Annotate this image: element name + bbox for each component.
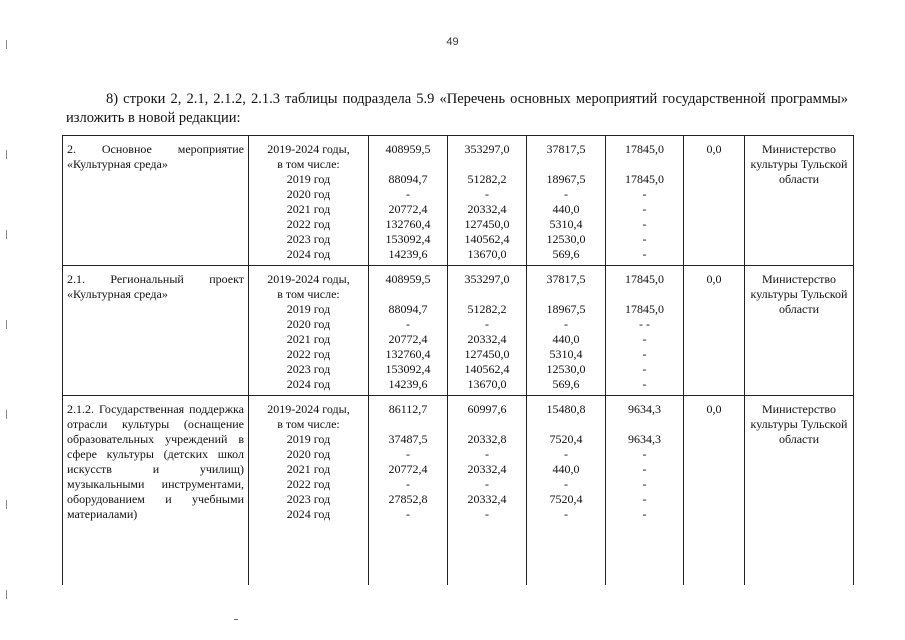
total-amount-cell: [369, 136, 448, 266]
extra-amount: 0,0: [706, 272, 722, 286]
period-label: в том числе:: [277, 157, 340, 171]
intro-paragraph: 8) строки 2, 2.1, 2.1.2, 2.1.3 таблицы подраздела 5.9 «Перечень основных мероприятий государственной программы» изложить в новой редакции:: [66, 91, 848, 126]
federal-amount: -: [485, 507, 489, 521]
period-label: 2020 год: [286, 317, 331, 331]
extra-amount-cell: [684, 266, 745, 396]
period-label: 2019 год: [286, 432, 331, 446]
federal-amount: 20332,8: [467, 432, 507, 446]
local-amount: [610, 157, 679, 172]
ministry-cell: Министерство культуры Тульской области: [745, 266, 854, 396]
local-amount: 17845,0: [625, 302, 664, 316]
period-label: 2023 год: [286, 232, 331, 246]
regional-amount: [531, 417, 601, 432]
federal-amount-cell: [448, 396, 527, 586]
measures-table: [62, 135, 854, 585]
federal-amount: 51282,2: [467, 302, 507, 316]
period-label: 2021 год: [286, 462, 331, 476]
regional-amount: 12530,0: [546, 362, 586, 376]
regional-amount: 37817,5: [546, 142, 586, 156]
period-label: 2024 год: [286, 507, 331, 521]
federal-amount: 127450,0: [464, 347, 510, 361]
extra-amount: 0,0: [706, 142, 722, 156]
table-row: [63, 136, 854, 266]
period-label: 2019-2024 годы,: [267, 272, 350, 286]
total-amount: 86112,7: [388, 402, 428, 416]
federal-amount: 20332,4: [467, 462, 507, 476]
total-amount: 14239,6: [388, 247, 428, 261]
total-amount: 153092,4: [385, 362, 431, 376]
total-amount: [373, 157, 443, 172]
federal-amount: 127450,0: [464, 217, 510, 231]
period-label: 2021 год: [286, 202, 331, 216]
total-amount: 132760,4: [385, 217, 431, 231]
stray-mark: [234, 619, 238, 620]
regional-amount: 5310,4: [549, 217, 583, 231]
table-row: [63, 396, 854, 586]
margin-mark: [6, 410, 7, 419]
regional-amount: 37817,5: [546, 272, 586, 286]
extra-amount: 0,0: [706, 402, 722, 416]
regional-amount: 7520,4: [549, 432, 583, 446]
page-number: 49: [446, 36, 459, 48]
regional-amount-cell: [527, 396, 606, 586]
local-amount: -: [642, 247, 647, 261]
local-amount: -: [642, 377, 647, 391]
total-amount: 20772,4: [388, 202, 428, 216]
total-amount-cell: [369, 266, 448, 396]
federal-amount: -: [485, 317, 489, 331]
total-amount-cell: [369, 396, 448, 586]
measure-name-cell: 2.1.2. Государственная поддержка отрасли культуры (оснащение образовательных учреждений в сфере культуры (детских школ искусств и училищ) музыкальными инструментами, оборудованием и учебными материалами): [63, 396, 249, 586]
total-amount: 408959,5: [385, 142, 431, 156]
regional-amount: [531, 157, 601, 172]
local-amount: 9634,3: [628, 402, 661, 416]
total-amount: -: [406, 187, 410, 201]
local-amount: [610, 287, 679, 302]
local-amount: 17845,0: [625, 272, 664, 286]
total-amount: 20772,4: [388, 462, 428, 476]
federal-amount: 353297,0: [464, 142, 510, 156]
regional-amount: 5310,4: [549, 347, 583, 361]
period-label: 2021 год: [286, 332, 331, 346]
local-amount-cell: [606, 136, 684, 266]
regional-amount: 440,0: [552, 462, 580, 476]
federal-amount: 51282,2: [467, 172, 507, 186]
regional-amount: -: [564, 317, 568, 331]
period-label: 2022 год: [286, 347, 331, 361]
local-amount: -: [642, 507, 647, 521]
regional-amount-cell: [527, 266, 606, 396]
federal-amount: -: [485, 187, 489, 201]
federal-amount: [452, 287, 522, 302]
extra-amount-cell: [684, 136, 745, 266]
total-amount: 27852,8: [388, 492, 428, 506]
local-amount: -: [642, 462, 647, 476]
total-amount: 88094,7: [388, 302, 428, 316]
measure-name-cell: 2.1. Региональный проект «Культурная среда»: [63, 266, 249, 396]
regional-amount-cell: [527, 136, 606, 266]
total-amount: -: [406, 317, 410, 331]
period-cell: [249, 396, 369, 586]
local-amount: -: [642, 492, 647, 506]
federal-amount: 20332,4: [467, 492, 507, 506]
period-label: 2020 год: [286, 447, 331, 461]
total-amount: 37487,5: [388, 432, 428, 446]
federal-amount: 60997,6: [467, 402, 507, 416]
regional-amount: -: [564, 447, 568, 461]
federal-amount: 140562,4: [464, 362, 510, 376]
local-amount-cell: [606, 266, 684, 396]
period-label: 2019-2024 годы,: [267, 402, 350, 416]
margin-mark: [6, 40, 7, 49]
period-label: 2024 год: [286, 377, 331, 391]
local-amount: -: [642, 217, 647, 231]
period-cell: [249, 266, 369, 396]
local-amount: -: [642, 362, 647, 376]
regional-amount: [531, 287, 601, 302]
total-amount: 88094,7: [388, 172, 428, 186]
total-amount: 153092,4: [385, 232, 431, 246]
margin-mark: [6, 590, 7, 599]
regional-amount: -: [564, 187, 568, 201]
period-label: 2023 год: [286, 492, 331, 506]
regional-amount: -: [564, 507, 568, 521]
regional-amount: 15480,8: [546, 402, 586, 416]
period-label: 2020 год: [286, 187, 331, 201]
local-amount: -: [642, 332, 647, 346]
extra-amount-cell: [684, 396, 745, 586]
local-amount: -: [642, 347, 647, 361]
table-row: [63, 266, 854, 396]
total-amount: 20772,4: [388, 332, 428, 346]
regional-amount: -: [564, 477, 568, 491]
federal-amount: 140562,4: [464, 232, 510, 246]
local-amount: 17845,0: [625, 172, 664, 186]
federal-amount: -: [485, 447, 489, 461]
local-amount: -: [642, 232, 647, 246]
total-amount: [373, 417, 443, 432]
regional-amount: 12530,0: [546, 232, 586, 246]
regional-amount: 440,0: [552, 332, 580, 346]
period-label: 2019 год: [286, 172, 331, 186]
federal-amount-cell: [448, 266, 527, 396]
margin-mark: [6, 230, 7, 239]
period-label: в том числе:: [277, 417, 340, 431]
federal-amount: 13670,0: [467, 377, 507, 391]
local-amount: -: [642, 477, 647, 491]
margin-mark: [6, 150, 7, 159]
period-label: в том числе:: [277, 287, 340, 301]
local-amount: 17845,0: [625, 142, 664, 156]
total-amount: [373, 287, 443, 302]
period-label: 2024 год: [286, 247, 331, 261]
federal-amount: -: [485, 477, 489, 491]
total-amount: 408959,5: [385, 272, 431, 286]
period-label: 2022 год: [286, 477, 331, 491]
federal-amount: [452, 157, 522, 172]
regional-amount: 18967,5: [546, 302, 586, 316]
regional-amount: 569,6: [552, 247, 580, 261]
local-amount-cell: [606, 396, 684, 586]
regional-amount: 440,0: [552, 202, 580, 216]
period-label: 2019-2024 годы,: [267, 142, 350, 156]
federal-amount: 20332,4: [467, 202, 507, 216]
period-cell: [249, 136, 369, 266]
total-amount: 132760,4: [385, 347, 431, 361]
local-amount: 9634,3: [628, 432, 661, 446]
local-amount: -: [642, 202, 647, 216]
total-amount: 14239,6: [388, 377, 428, 391]
ministry-cell: Министерство культуры Тульской области: [745, 136, 854, 266]
regional-amount: 569,6: [552, 377, 580, 391]
local-amount: -: [642, 447, 647, 461]
federal-amount: 353297,0: [464, 272, 510, 286]
total-amount: -: [406, 507, 410, 521]
local-amount: -: [642, 187, 647, 201]
margin-mark: [6, 320, 7, 329]
federal-amount: 13670,0: [467, 247, 507, 261]
margin-mark: [6, 500, 7, 509]
regional-amount: 18967,5: [546, 172, 586, 186]
federal-amount-cell: [448, 136, 527, 266]
period-label: 2023 год: [286, 362, 331, 376]
period-label: 2022 год: [286, 217, 331, 231]
total-amount: -: [406, 447, 410, 461]
period-label: 2019 год: [286, 302, 331, 316]
federal-amount: [452, 417, 522, 432]
local-amount: [610, 417, 679, 432]
federal-amount: 20332,4: [467, 332, 507, 346]
measure-name-cell: 2. Основное мероприятие «Культурная среда»: [63, 136, 249, 266]
local-amount: - -: [639, 317, 650, 331]
total-amount: -: [406, 477, 410, 491]
ministry-cell: Министерство культуры Тульской области: [745, 396, 854, 586]
regional-amount: 7520,4: [549, 492, 583, 506]
